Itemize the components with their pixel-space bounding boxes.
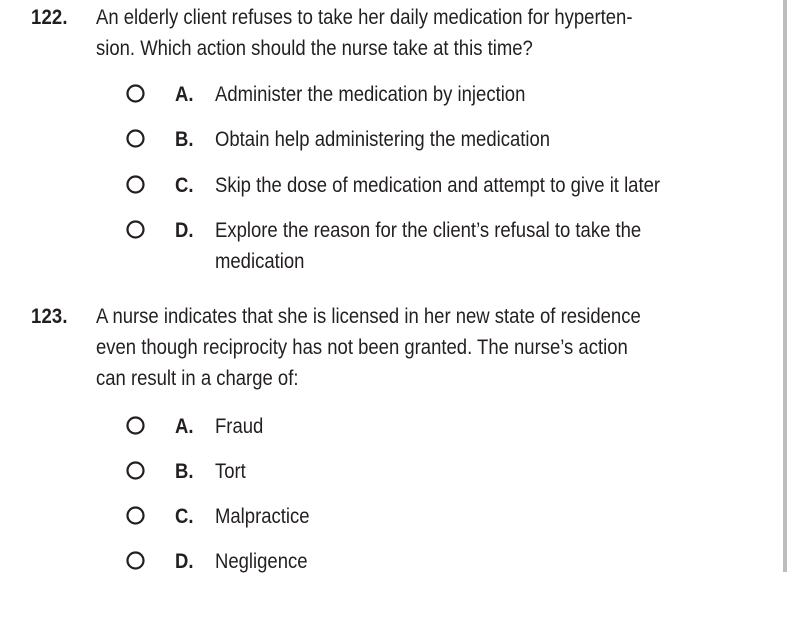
radio-circle-icon[interactable] (126, 461, 145, 480)
option-text (215, 124, 794, 155)
option-text-line: Explore the reason for the client’s refusal to take the (215, 218, 642, 242)
option-text (215, 411, 794, 442)
option-letter: D. (175, 549, 194, 573)
radio-circle-icon[interactable] (126, 551, 145, 570)
question-stem-line: A nurse indicates that she is licensed in her new state of residence (96, 304, 641, 328)
option-text (215, 79, 794, 110)
radio-circle-icon[interactable] (126, 175, 145, 194)
option-letter: C. (175, 173, 194, 197)
radio-circle-icon[interactable] (126, 506, 145, 525)
option-text (215, 546, 794, 577)
question-stem-line: can result in a charge of: (96, 366, 299, 390)
option-text-line: Tort (215, 459, 246, 483)
question-stem-line: sion. Which action should the nurse take at this time? (96, 36, 533, 60)
option-letter: D. (175, 218, 194, 242)
question-number: 123. (31, 304, 68, 328)
radio-circle-icon[interactable] (126, 84, 145, 103)
option-text (215, 456, 794, 487)
option-text-line: Malpractice (215, 504, 310, 528)
option-text-line: Administer the medication by injection (215, 82, 526, 106)
option-text-line: Negligence (215, 549, 308, 573)
option-text-line: Skip the dose of medication and attempt to give it later (215, 173, 661, 197)
question-stem (96, 2, 689, 64)
option-text-line: medication (215, 249, 305, 273)
option-letter: C. (175, 504, 194, 528)
option-text (215, 501, 794, 532)
option-letter: A. (175, 82, 194, 106)
radio-circle-icon[interactable] (126, 416, 145, 435)
radio-circle-icon[interactable] (126, 129, 145, 148)
question-stem-line: An elderly client refuses to take her daily medication for hyperten- (96, 5, 633, 29)
option-text-line: Obtain help administering the medication (215, 127, 551, 151)
option-text (215, 170, 794, 201)
option-text (215, 215, 794, 277)
question-number: 122. (31, 5, 68, 29)
option-letter: B. (175, 459, 194, 483)
option-letter: A. (175, 414, 194, 438)
option-text-line: Fraud (215, 414, 264, 438)
question-stem-line: even though reciprocity has not been granted. The nurse’s action (96, 335, 628, 359)
option-letter: B. (175, 127, 194, 151)
radio-circle-icon[interactable] (126, 220, 145, 239)
question-stem (96, 301, 689, 394)
